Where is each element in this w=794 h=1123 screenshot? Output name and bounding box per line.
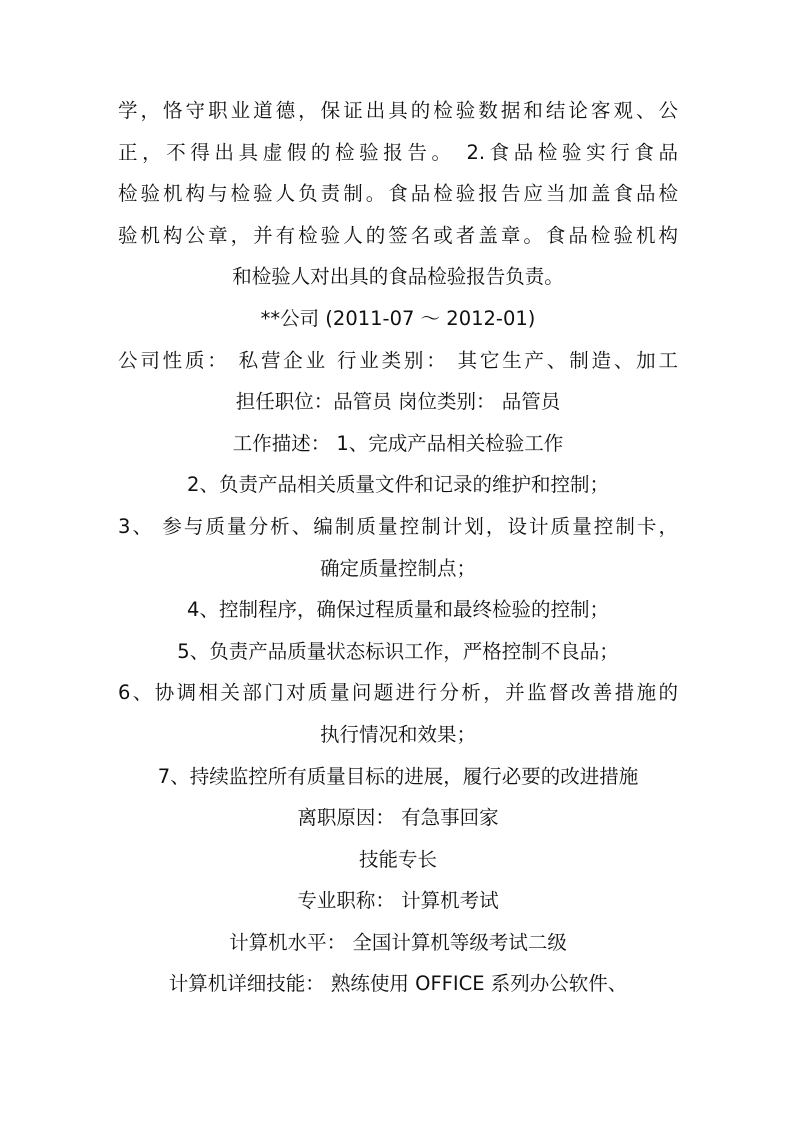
company-nature-line: 公司性质： 私营企业 行业类别： 其它生产、制造、加工 bbox=[118, 348, 678, 372]
company-line: **公司 (2011-07 ～ 2012-01) bbox=[260, 306, 536, 330]
duty-line: 5、负责产品质量状态标识工作，严格控制不良品； bbox=[177, 639, 619, 663]
leave-reason-line: 离职原因： 有急事回家 bbox=[297, 806, 499, 830]
computer-skills-line: 计算机详细技能： 熟练使用 OFFICE 系列办公软件、 bbox=[168, 972, 628, 996]
intro-line-3: 检验机构与检验人负责制。食品检验报告应当加盖食品检 bbox=[118, 182, 678, 206]
document-body bbox=[118, 90, 678, 1005]
duty-line: 执行情况和效果； bbox=[319, 722, 476, 746]
skills-heading: 技能专长 bbox=[358, 847, 437, 871]
duty-line: 确定质量控制点； bbox=[319, 556, 476, 580]
intro-line-2: 正，不得出具虚假的检验报告。 2.食品检验实行食品 bbox=[118, 140, 678, 164]
computer-level-line: 计算机水平： 全国计算机等级考试二级 bbox=[229, 930, 567, 954]
job-description-line: 工作描述： 1、完成产品相关检验工作 bbox=[232, 431, 564, 455]
position-line: 担任职位：品管员 岗位类别： 品管员 bbox=[235, 390, 561, 414]
duty-line: 4、控制程序，确保过程质量和最终检验的控制； bbox=[187, 598, 609, 622]
duty-line: 2、负责产品相关质量文件和记录的维护和控制； bbox=[187, 473, 609, 497]
intro-line-1: 学，恪守职业道德，保证出具的检验数据和结论客观、公 bbox=[118, 99, 678, 122]
intro-line-4: 验机构公章，并有检验人的签名或者盖章。食品检验机构 bbox=[118, 223, 678, 247]
intro-line-5: 和检验人对出具的食品检验报告负责。 bbox=[232, 265, 564, 289]
duty-line: 6、协调相关部门对质量问题进行分析，并监督改善措施的 bbox=[118, 681, 678, 705]
professional-title-line: 专业职称： 计算机考试 bbox=[297, 889, 499, 913]
duty-line: 7、持续监控所有质量目标的进展，履行必要的改进措施 bbox=[157, 764, 639, 788]
duty-line: 3、 参与质量分析、编制质量控制计划，设计质量控制卡， bbox=[118, 514, 678, 538]
